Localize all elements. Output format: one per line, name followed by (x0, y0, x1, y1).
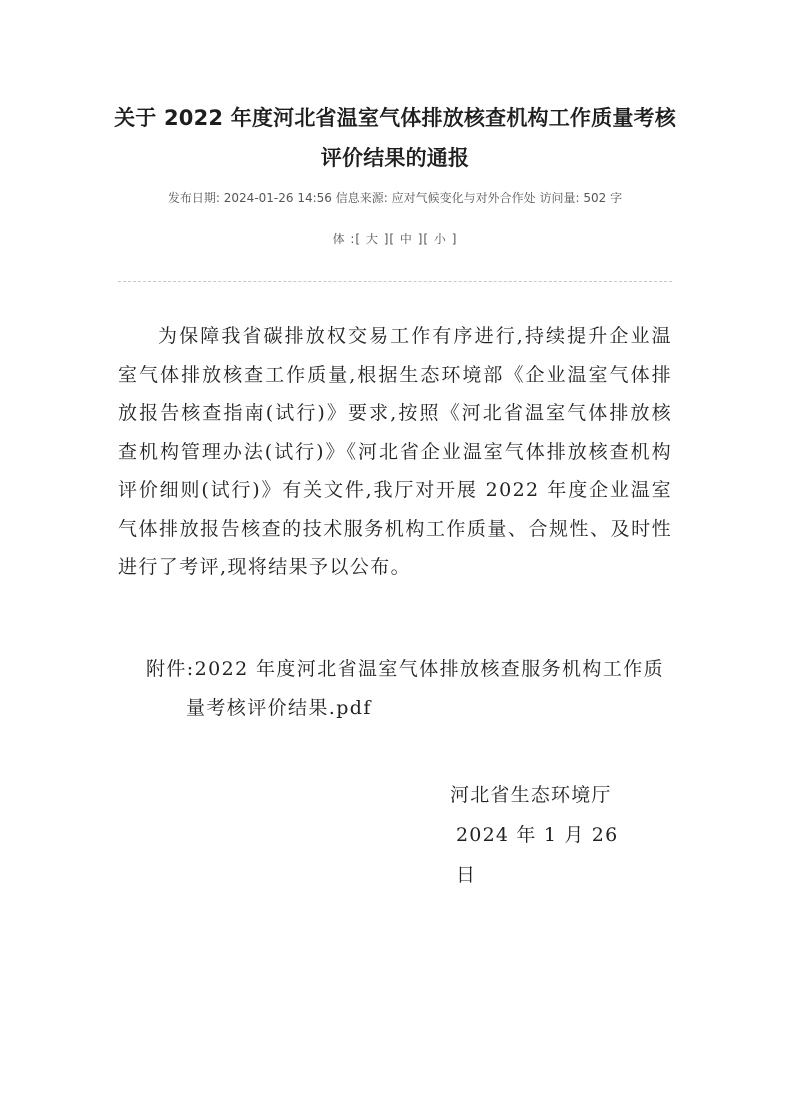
publish-date: 2024-01-26 14:56 (223, 191, 332, 205)
font-size-medium-button[interactable]: [ 中 ] (389, 232, 424, 246)
font-size-label: 体 : (332, 232, 356, 246)
attachment (146, 650, 672, 727)
attachment-link[interactable]: 2022 年度河北省温室气体排放核查服务机构工作质量考核评价结果.pdf (186, 658, 665, 719)
visits-count: 502 (583, 191, 607, 205)
signature-org: 河北省生态环境厅 (450, 784, 612, 806)
font-size-small-button[interactable]: [ 小 ] (423, 232, 458, 246)
font-label-prefix: 字 (610, 191, 623, 205)
source-label: 信息来源: (335, 191, 388, 205)
signature-date: 2024 年 1 月 26 日 (456, 824, 619, 886)
font-size-large-button[interactable]: [ 大 ] (355, 232, 390, 246)
publish-date-label: 发布日期: (167, 191, 220, 205)
article-meta (100, 188, 690, 208)
visits-label: 访问量: (539, 191, 580, 205)
source-value: 应对气候变化与对外合作处 (391, 191, 536, 205)
page-title: 关于 2022 年度河北省温室气体排放核查机构工作质量考核评价结果的通报 (114, 106, 676, 170)
signature (440, 775, 640, 895)
article-body: 为保障我省碳排放权交易工作有序进行,持续提升企业温室气体排放核查工作质量,根据生态环境部《企业温室气体排放报告核查指南(试行)》要求,按照《河北省温室气体排放核查机构管理办法(试行)》《河北省企业温室气体排放核查机构评价细则(试行)》有关文件,我厅对开展 2022 年度企业温室气体排放报告核查的技术服务机构工作质量、合规性、及时性进行了考评,现将结果予以公布。 (118, 325, 672, 578)
attachment-label: 附件: (146, 658, 195, 680)
font-size-selector (100, 229, 690, 249)
divider (118, 281, 672, 282)
